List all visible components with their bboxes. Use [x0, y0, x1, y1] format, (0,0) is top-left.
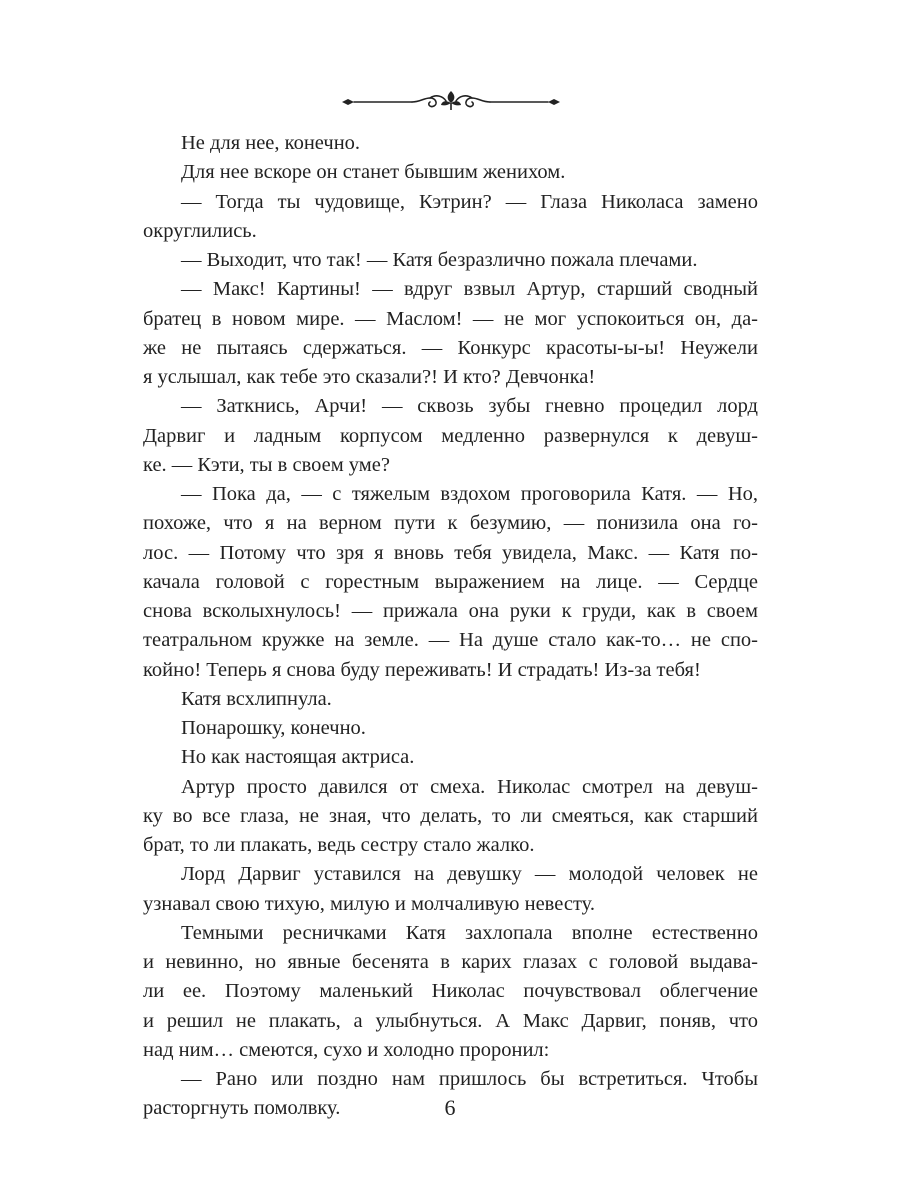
text-line: Но как настоящая актриса.	[181, 746, 415, 769]
text-line: Лорд Дарвиг уставился на девушку — молодой человек не	[181, 863, 758, 886]
text-line: брат, то ли плакать, ведь сестру стало жалко.	[143, 834, 535, 856]
text-line: ли ее. Поэтому маленький Николас почувствовал облегчение	[143, 980, 758, 1003]
text-line: — Выходит, что так! — Катя безразлично пожала плечами.	[181, 249, 698, 271]
text-line: же не пытаясь сдержаться. — Конкурс красоты-ы-ы! Неужели	[143, 336, 758, 359]
text-line: ке. — Кэти, ты в своем уме?	[143, 453, 390, 476]
text-line: я услышал, как тебе это сказали?! И кто? Девчонка!	[143, 366, 596, 388]
text-line: качала головой с горестным выражением на лице. — Сердце	[143, 570, 758, 593]
text-line: Артур просто давился от смеха. Николас смотрел на девуш-	[181, 775, 758, 798]
text-line: Катя всхлипнула.	[181, 687, 332, 710]
text-line: Темными ресничками Катя захлопала вполне естественно	[181, 921, 758, 944]
text-line: — Рано или поздно нам пришлось бы встретиться. Чтобы	[181, 1068, 758, 1090]
text-line: над ним… смеются, сухо и холодно проронил:	[143, 1038, 550, 1061]
text-line: и решил не плакать, а улыбнуться. А Макс Дарвиг, поняв, что	[143, 1009, 758, 1032]
text-line: братец в новом мире. — Маслом! — не мог успокоиться он, да-	[143, 307, 758, 330]
text-line: и невинно, но явные бесенята в карих глазах с головой выдава-	[143, 951, 758, 973]
fleuron-divider-icon	[340, 86, 562, 118]
text-line: лос. — Потому что зря я вновь тебя увидела, Макс. — Катя по-	[143, 541, 758, 564]
text-line: — Заткнись, Арчи! — сквозь зубы гневно процедил лорд	[181, 395, 758, 418]
text-line: Не для нее, конечно.	[181, 132, 361, 154]
text-line: Дарвиг и ладным корпусом медленно развернулся к девуш-	[143, 424, 758, 447]
page-number: 6	[444, 1095, 456, 1120]
text-line: снова всколыхнулось! — прижала она руки к груди, как в своем	[143, 600, 758, 622]
text-line: — Пока да, — с тяжелым вздохом проговорила Катя. — Но,	[181, 483, 758, 505]
text-line: узнавал свою тихую, милую и молчаливую невесту.	[143, 892, 595, 915]
text-line: Для нее вскоре он станет бывшим женихом.	[181, 161, 566, 184]
text-line: койно! Теперь я снова буду переживать! И страдать! Из-за тебя!	[143, 658, 701, 681]
body-text	[143, 129, 758, 1124]
text-line: округлились.	[143, 219, 257, 242]
text-line: Понарошку, конечно.	[181, 717, 366, 739]
text-line: похоже, что я на верном пути к безумию, — понизила она го-	[143, 512, 758, 535]
text-line: — Тогда ты чудовище, Кэтрин? — Глаза Николаса замено	[181, 190, 758, 213]
text-line: театральном кружке на земле. — На душе стало как-то… не спо-	[143, 629, 758, 652]
text-line: расторгнуть помолвку.	[143, 1097, 341, 1120]
text-line: ку во все глаза, не зная, что делать, то ли смеяться, как старший	[143, 804, 758, 827]
text-line: — Макс! Картины! — вдруг взвыл Артур, старший сводный	[181, 278, 758, 301]
